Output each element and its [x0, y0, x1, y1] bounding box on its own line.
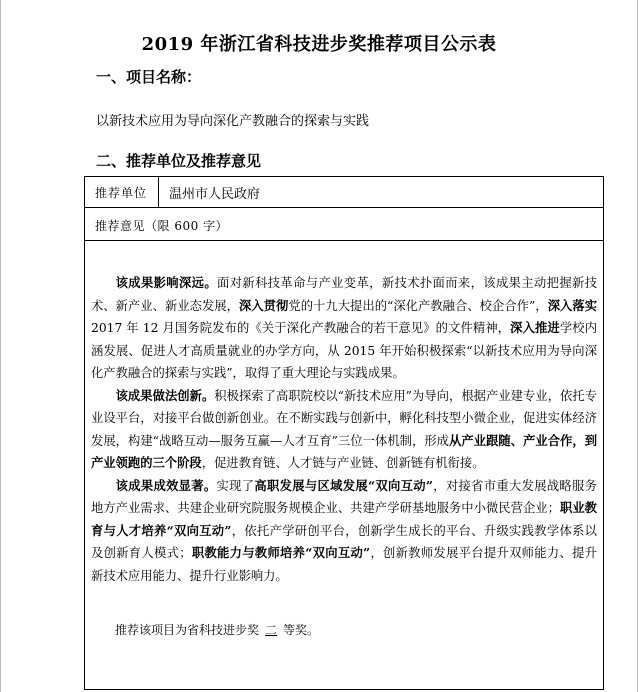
emphasis-text: 高职发展与区域发展“双向互动”: [254, 477, 433, 493]
body-text-segment: 面对新科技革命与产业变革，新技术扑面而来，该成果主动把握新技术、新产业、新业态发展，: [91, 276, 597, 313]
body-text-segment: 党的十九大提出的“深化产教融合、校企合作”，: [288, 298, 548, 313]
body-text-segment: 实现了: [216, 478, 255, 493]
recommendation-table: [84, 176, 604, 690]
opinion-body: [91, 272, 597, 587]
table-column-divider: [158, 177, 159, 207]
unit-label: 推荐单位: [95, 186, 148, 200]
emphasis-text: 深入贯彻: [239, 297, 289, 313]
body-text-segment: ，创新教师发展平台提升双师能力、提升新技术应用能力、提升行业影响力。: [91, 546, 597, 583]
recommendation-line: [115, 621, 319, 638]
emphasis-text: 职业教育与人才培养“双向互动”: [91, 500, 597, 538]
recommendation-prefix: 推荐该项目为省科技进步奖: [115, 623, 260, 637]
body-text-segment: ，促进教育链、人才链与产业链、创新链有机衔接。: [201, 456, 485, 470]
table-divider: [85, 240, 603, 241]
emphasis-text: 职教能力与教师培养“双向互动”: [191, 545, 371, 560]
body-text-segment: 积极探索了高职院校以“新技术应用”为导向，根据产业建专业，依托专业设平台，对接平台做创新创业。在不断实践与创新中，孵化科技型小微企业，促进实体经济发展，构建“战略互动—服务互赢—人才互育”三位一体机制，形成: [91, 388, 597, 448]
table-divider: [85, 207, 603, 208]
opinion-paragraph-3: [91, 475, 597, 588]
award-grade: 二: [265, 623, 278, 637]
opinion-label: 推荐意见（限 600 字）: [95, 219, 229, 233]
emphasis-text: 该成果影响深远。: [115, 275, 218, 290]
emphasis-text: 该成果成效显著。: [115, 477, 217, 493]
body-text-segment: ，对接省市重大发展战略服务地方产业需求、共建企业研究院服务规模企业、共建产学研基地服务中小微民营企业；: [91, 478, 597, 515]
emphasis-text: 深入推进: [510, 320, 560, 335]
page-border-left: [0, 0, 1, 692]
opinion-paragraph-1: [91, 272, 597, 385]
body-text-segment: 学校内涵发展、促进人才高质量就业的办学方向，从 2015 年开始积极探索“以新技术应用为导向深化产教融合的探索与实践”，取得了重大理论与实践成果。: [91, 321, 597, 380]
section-heading-recommendation: 二、推荐单位及推荐意见: [96, 152, 262, 170]
unit-value: 温州市人民政府: [169, 187, 261, 202]
project-name-text: 以新技术应用为导向深化产教融合的探索与实践: [96, 114, 370, 129]
emphasis-text: 该成果做法创新。: [115, 387, 215, 403]
recommendation-suffix: 等奖。: [283, 623, 320, 637]
body-text-segment: ，依托产学研创平台，创新学生成长的平台、升级实践教学体系以及创新育人模式；: [91, 523, 597, 560]
body-text-segment: 2017 年 12 月国务院发布的《关于深化产教融合的若干意见》的文件精神，: [91, 321, 511, 335]
emphasis-text: 深入落实: [547, 297, 597, 313]
opinion-paragraph-2: [91, 385, 597, 475]
section-heading-project-name: 一、项目名称：: [96, 68, 202, 86]
emphasis-text: 从产业跟随、产业合作，到产业领跑的三个阶段: [91, 432, 597, 470]
page-title: 2019 年浙江省科技进步奖推荐项目公示表: [141, 34, 497, 55]
